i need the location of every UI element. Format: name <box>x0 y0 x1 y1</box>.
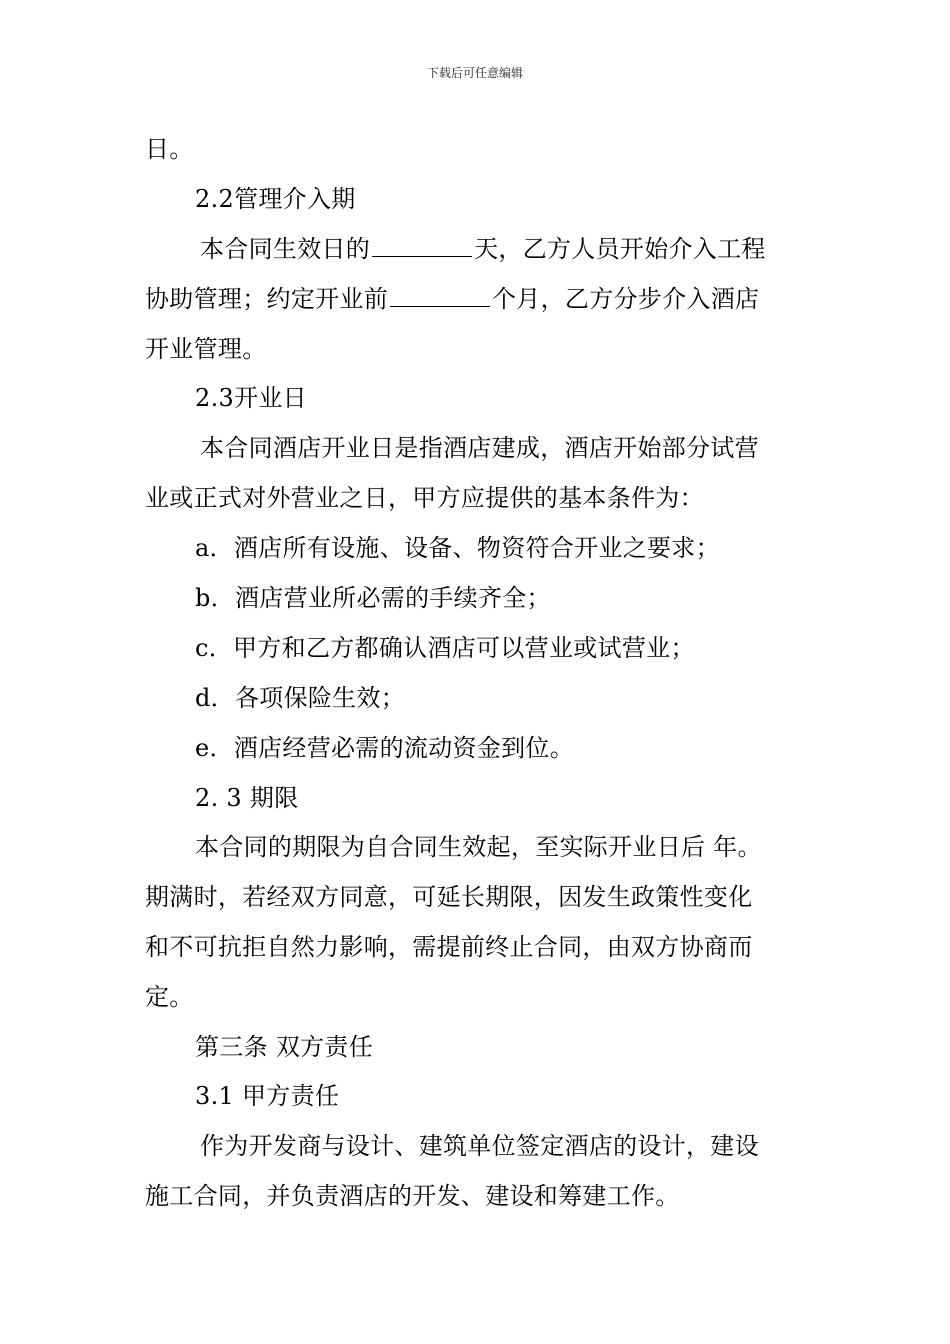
text-line: 本合同的期限为自合同生效起，至实际开业日后 年。 <box>195 833 762 861</box>
list-item: c．甲方和乙方都确认酒店可以营业或试营业； <box>195 634 695 662</box>
text-segment: 天，乙方人员开始介入工程 <box>474 235 766 263</box>
section-heading: 2.2管理介入期 <box>195 185 356 213</box>
text-line <box>200 234 870 264</box>
fill-in-blank <box>372 234 472 257</box>
text-line: 施工合同，并负责酒店的开发、建设和筹建工作。 <box>145 1182 680 1210</box>
text-segment: 本合同生效日的 <box>200 235 371 263</box>
section-heading: 3.1 甲方责任 <box>195 1082 340 1110</box>
text-line: 开业管理。 <box>145 335 267 363</box>
list-item: a．酒店所有设施、设备、物资符合开业之要求； <box>195 534 720 562</box>
text-line: 定。 <box>145 983 194 1011</box>
list-item: e．酒店经营必需的流动资金到位。 <box>195 734 575 762</box>
text-line: 作为开发商与设计、建筑单位签定酒店的设计，建设 <box>200 1132 759 1160</box>
article-heading: 第三条 双方责任 <box>195 1033 374 1061</box>
text-segment: 协助管理；约定开业前 <box>145 285 388 313</box>
text-segment: 个月，乙方分步介入酒店 <box>492 285 760 313</box>
list-item: b．酒店营业所必需的手续齐全； <box>195 584 551 612</box>
list-item: d．各项保险生效； <box>195 684 406 712</box>
text-line: 本合同酒店开业日是指酒店建成，酒店开始部分试营 <box>200 434 759 462</box>
page-header: 下载后可任意编辑 <box>426 66 523 80</box>
text-line: 和不可抗拒自然力影响，需提前终止合同，由双方协商而 <box>145 933 753 961</box>
text-line: 日。 <box>145 135 194 163</box>
text-line: 期满时，若经双方同意，可延长期限，因发生政策性变化 <box>145 883 753 911</box>
fill-in-blank <box>390 284 490 307</box>
section-heading: 2. 3 期限 <box>195 784 299 812</box>
section-heading: 2.3开业日 <box>195 384 307 412</box>
text-line <box>145 284 815 314</box>
text-line: 业或正式对外营业之日，甲方应提供的基本条件为： <box>145 484 704 512</box>
